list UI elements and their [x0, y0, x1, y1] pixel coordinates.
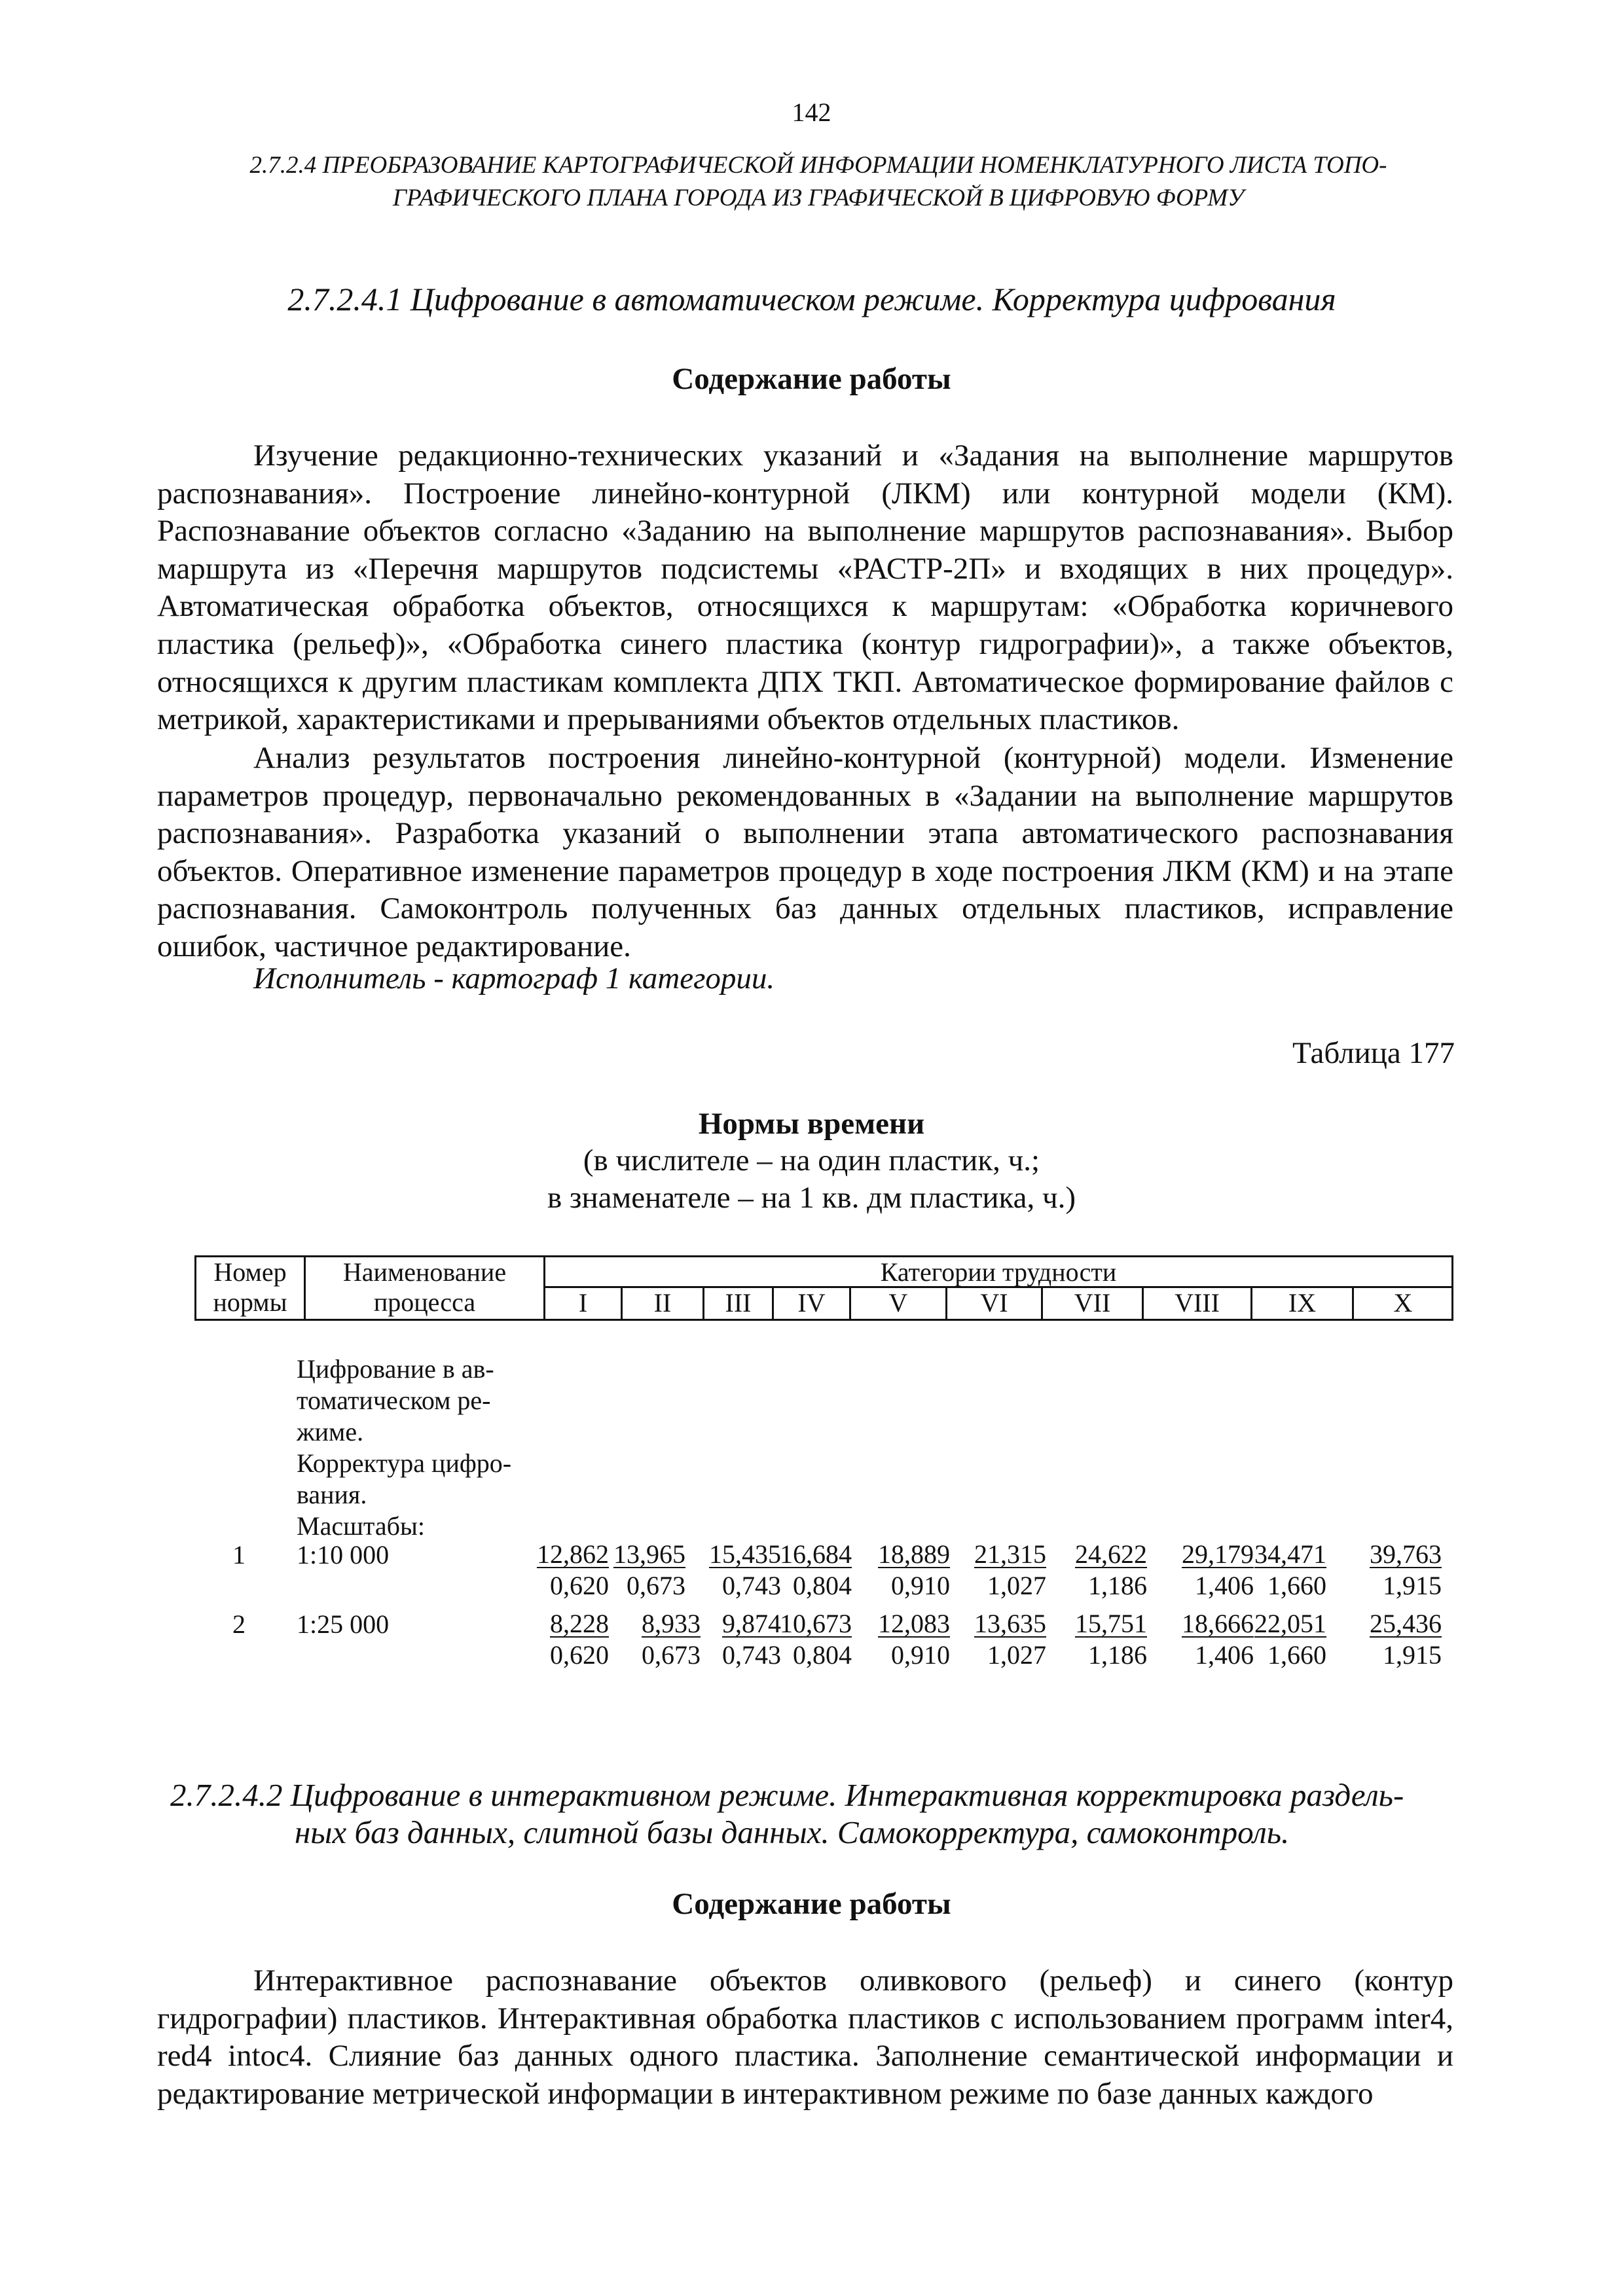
category-VI: VI: [980, 1288, 1008, 1318]
subsection1-content-title: Содержание работы: [672, 362, 951, 396]
subsection2-title-line1: 2.7.2.4.2 Цифрование в интерактивном режиме. Интерактивная корректировка раздель-: [170, 1777, 1404, 1813]
row1-scale: 1:10 000: [297, 1540, 390, 1570]
subsection1-paragraph2: Анализ результатов построения линейно-контурной (контурной) модели. Изменение параметров процедур, первоначально рекомендованных в «Задании на выполнение маршрутов распознавания». Разработка указаний о выполнении этапа автоматического распознавания объектов. Оперативное изменение параметров процедур в ходе построения ЛКМ (КМ) и на этапе распознавания. Самоконтроль полученных баз данных отдельных пластиков, исправление ошибок, частичное редактирование.: [157, 741, 1453, 963]
header-process-line1: Наименование: [342, 1257, 507, 1287]
row2-den-VII: 1,186: [1088, 1640, 1147, 1670]
subsection1-title: 2.7.2.4.1 Цифрование в автоматическом режиме. Корректура цифрования: [287, 281, 1336, 317]
process-line: Цифрование в ав-: [297, 1354, 494, 1384]
row2-den-III: 0,743: [722, 1640, 781, 1670]
row2-num-VIII: 18,666: [1182, 1609, 1254, 1638]
row2-num-IX: 22,051: [1254, 1609, 1326, 1638]
row2-num-II: 8,933: [642, 1609, 701, 1638]
process-name: [297, 1354, 511, 1542]
row1-num-IV: 16,684: [780, 1539, 852, 1569]
header-process-line2: процесса: [373, 1287, 476, 1317]
row2-den-II: 0,673: [642, 1640, 701, 1670]
process-line: жиме.: [297, 1417, 364, 1446]
row1-num-V: 18,889: [878, 1539, 950, 1569]
row2-num-III: 9,874: [722, 1609, 781, 1638]
header-number-line1: Номер: [213, 1257, 287, 1287]
row1-den-I: 0,620: [550, 1571, 609, 1600]
row1-den-II: 0,673: [627, 1571, 685, 1600]
category-II: II: [653, 1288, 672, 1318]
row2-number: 2: [232, 1609, 246, 1639]
process-line: Масштабы:: [297, 1511, 425, 1541]
row1-den-IX: 1,660: [1267, 1571, 1326, 1600]
table-label: Таблица 177: [1292, 1036, 1455, 1070]
row2-num-X: 25,436: [1370, 1609, 1442, 1638]
row2-den-I: 0,620: [550, 1640, 609, 1670]
row1-num-III: 15,435: [709, 1539, 781, 1569]
subsection1-paragraph1: Изучение редакционно-технических указаний и «Задания на выполнение маршрутов распознавания». Построение линейно-контурной (ЛКМ) или контурной модели (КМ). Распознавание объектов согласно «Заданию на выполнение маршрутов распознавания». Выбор маршрута из «Перечня маршрутов подсистемы «РАСТР-2П» и входящих в них процедур». Автоматическая обработка объектов, относящихся к маршрутам: «Обработка коричневого пластика (рельеф)», «Обработка синего пластика (контур гидрографии)», а также объектов, относящихся к другим пластикам комплекта ДПХ ТКП. Автоматическое формирование файлов с метрикой, характеристиками и прерываниями объектов отдельных пластиков.: [157, 439, 1453, 737]
section-heading: [157, 149, 1480, 215]
row2-den-V: 0,910: [891, 1640, 950, 1670]
header-number: [194, 1255, 306, 1321]
row2-num-I: 8,228: [550, 1609, 609, 1638]
row2-den-VIII: 1,406: [1195, 1640, 1254, 1670]
process-line: томатическом ре-: [297, 1386, 491, 1415]
category-IX: IX: [1288, 1288, 1317, 1318]
row1-den-VII: 1,186: [1088, 1571, 1147, 1600]
row1-den-IV: 0,804: [793, 1571, 852, 1600]
subsection2-title-line2: ных баз данных, слитной базы данных. Самокорректура, самоконтроль.: [295, 1814, 1290, 1850]
table-subtitle-1: (в числителе – на один пластик, ч.;: [583, 1143, 1040, 1177]
process-line: вания.: [297, 1480, 367, 1509]
subsection2-title: [170, 1776, 1480, 1851]
row1-num-VIII: 29,179: [1182, 1539, 1254, 1569]
executor-line: Исполнитель - картограф 1 категории.: [253, 961, 775, 996]
row1-num-X: 39,763: [1370, 1539, 1442, 1569]
category-VIII: VIII: [1175, 1288, 1220, 1318]
row2-den-IV: 0,804: [793, 1640, 852, 1670]
section-heading-line2: ГРАФИЧЕСКОГО ПЛАНА ГОРОДА ИЗ ГРАФИЧЕСКОЙ В ЦИФРОВУЮ ФОРМУ: [392, 185, 1245, 211]
header-categories-label: Категории трудности: [880, 1257, 1117, 1287]
row2-den-VI: 1,027: [987, 1640, 1046, 1670]
page-number: 142: [792, 98, 831, 127]
row2-den-IX: 1,660: [1267, 1640, 1326, 1670]
row1-den-VI: 1,027: [987, 1571, 1046, 1600]
row1-num-VII: 24,622: [1075, 1539, 1147, 1569]
row2-num-IV: 10,673: [780, 1609, 852, 1638]
row1-den-III: 0,743: [722, 1571, 781, 1600]
category-III: III: [725, 1288, 752, 1318]
section-heading-line1: 2.7.2.4 ПРЕОБРАЗОВАНИЕ КАРТОГРАФИЧЕСКОЙ ИНФОРМАЦИИ НОМЕНКЛАТУРНОГО ЛИСТА ТОПО-: [249, 152, 1387, 179]
row1-num-VI: 21,315: [974, 1539, 1046, 1569]
row2-den-X: 1,915: [1383, 1640, 1442, 1670]
header-process: [304, 1255, 545, 1321]
row1-num-II: 13,965: [613, 1539, 685, 1569]
row2-num-VII: 15,751: [1075, 1609, 1147, 1638]
category-I: I: [578, 1288, 588, 1318]
category-IV: IV: [797, 1288, 826, 1318]
table-title: Нормы времени: [698, 1107, 925, 1141]
row1-den-X: 1,915: [1383, 1571, 1442, 1600]
header-number-line2: нормы: [213, 1287, 287, 1317]
table-subtitle-2: в знаменателе – на 1 кв. дм пластика, ч.): [547, 1181, 1076, 1215]
subsection2-content-title: Содержание работы: [672, 1887, 951, 1921]
row2-num-V: 12,083: [878, 1609, 950, 1638]
category-X: X: [1393, 1288, 1413, 1318]
row1-number: 1: [232, 1540, 246, 1570]
category-VII: VII: [1074, 1288, 1111, 1318]
row2-scale: 1:25 000: [297, 1609, 390, 1639]
row1-den-V: 0,910: [891, 1571, 950, 1600]
row1-num-I: 12,862: [537, 1539, 609, 1569]
process-line: Корректура цифро-: [297, 1448, 512, 1478]
category-V: V: [888, 1288, 908, 1318]
table-header: [194, 1255, 1453, 1321]
subsection2-paragraph1: Интерактивное распознавание объектов оливкового (рельеф) и синего (контур гидрографии) пластиков. Интерактивная обработка пластиков с использованием программ inter4, red4 intoc4. Слияние баз данных одного пластика. Заполнение семантической информации и редактирование метрической информации в интерактивном режиме по базе данных каждого: [157, 1964, 1453, 2111]
row2-num-VI: 13,635: [974, 1609, 1046, 1638]
row1-den-VIII: 1,406: [1195, 1571, 1254, 1600]
row1-num-IX: 34,471: [1254, 1539, 1326, 1569]
